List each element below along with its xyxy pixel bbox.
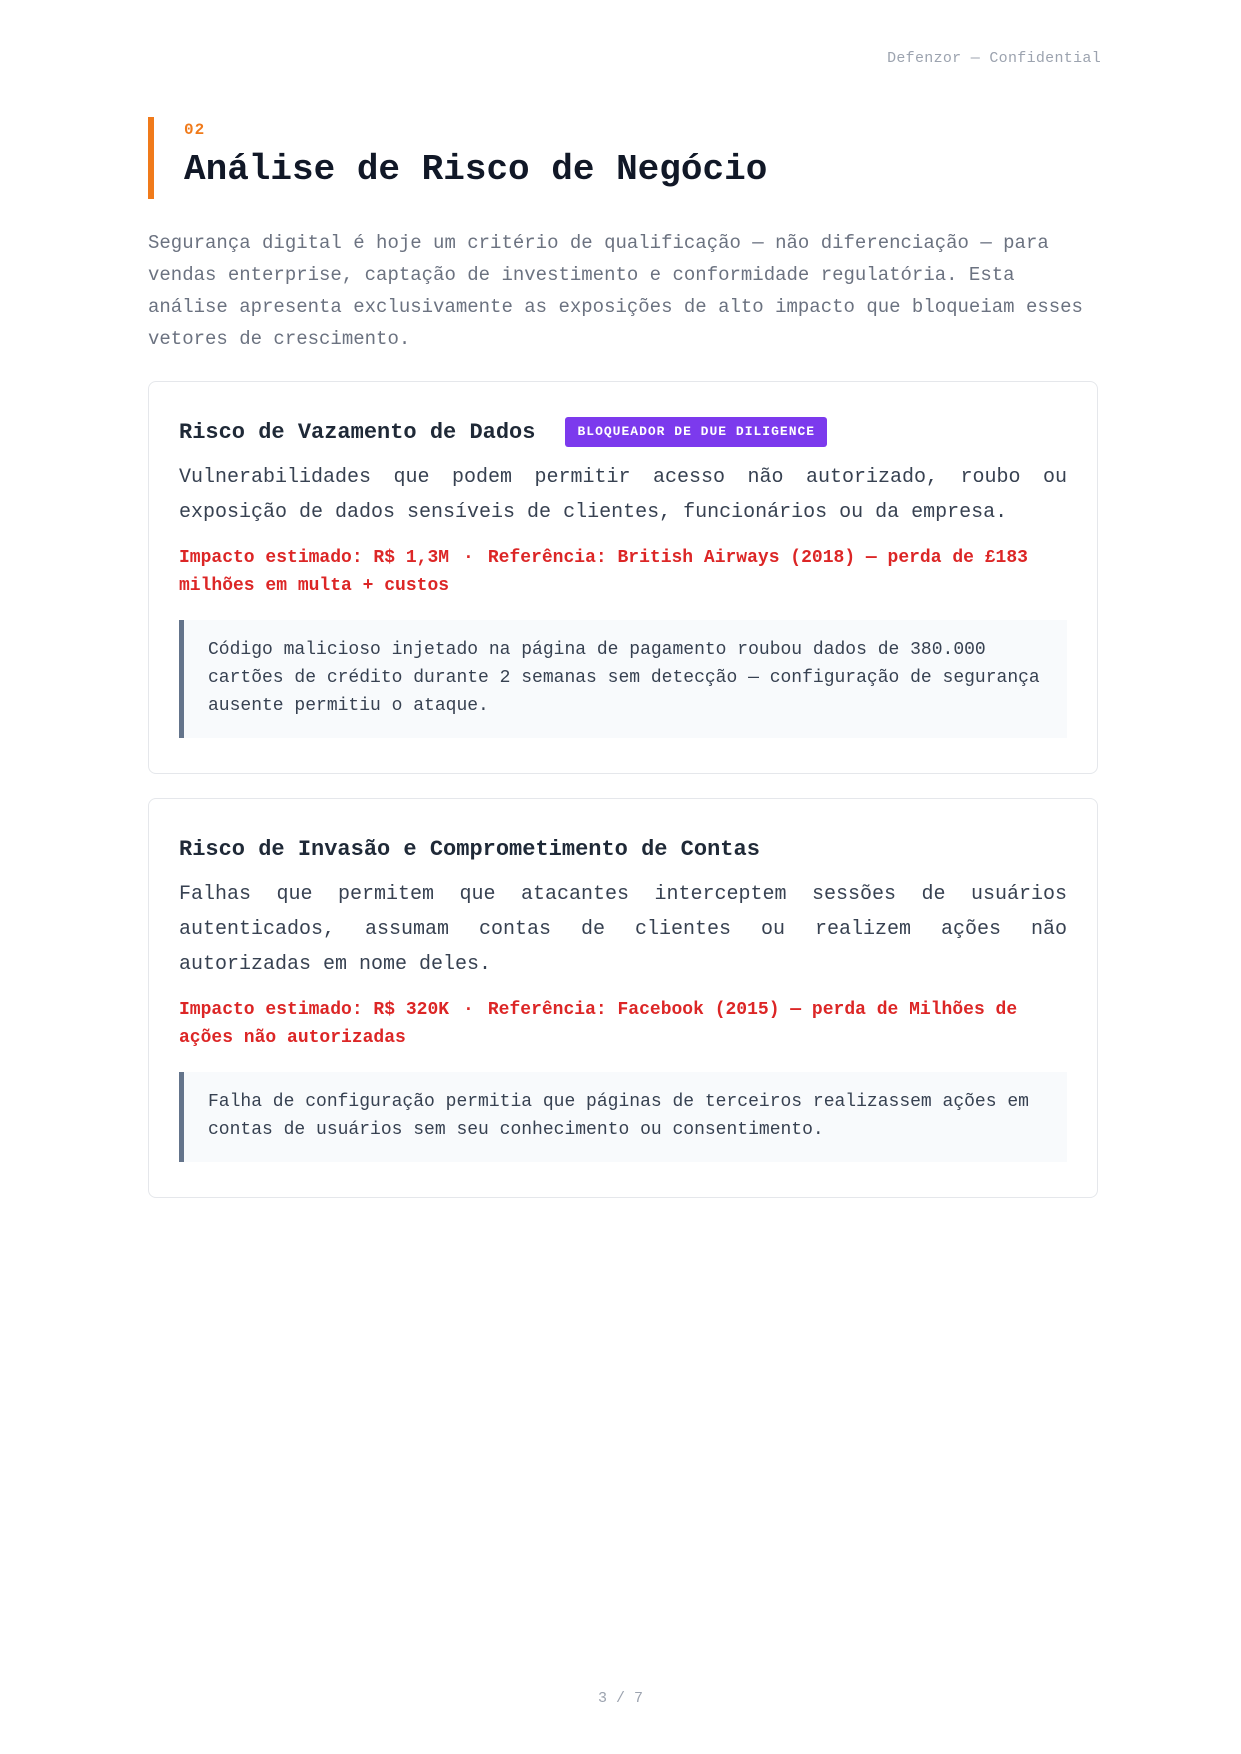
risk-impact bbox=[179, 996, 1067, 1052]
risk-impact bbox=[179, 544, 1067, 600]
risk-card-data-leak bbox=[148, 381, 1098, 774]
risk-description: Falhas que permitem que atacantes interceptem sessões de usuários autenticados, assumam contas de clientes ou realizem ações não autorizadas em nome deles. bbox=[179, 883, 1067, 976]
section-intro: Segurança digital é hoje um critério de qualificação — não diferenciação — para vendas enterprise, captação de investimento e conformidade regulatória. Esta análise apresenta exclusivamente as exposições de alto impacto que bloqueiam esses vetores de crescimento. bbox=[148, 232, 1083, 350]
impact-estimate: Impacto estimado: R$ 320K bbox=[179, 1000, 450, 1020]
section-number: 02 bbox=[184, 121, 206, 139]
case-study-quote: Código malicioso injetado na página de pagamento roubou dados de 380.000 cartões de crédito durante 2 semanas sem detecção — configuração de segurança ausente permitiu o ataque. bbox=[179, 620, 1067, 738]
impact-estimate: Impacto estimado: R$ 1,3M bbox=[179, 548, 450, 568]
section-title: Análise de Risco de Negócio bbox=[184, 149, 768, 190]
risk-description: Vulnerabilidades que podem permitir acesso não autorizado, roubo ou exposição de dados sensíveis de clientes, funcionários ou da empresa. bbox=[179, 466, 1067, 524]
impact-reference: Referência: British Airways (2018) — perda de £183 milhões em multa + custos bbox=[179, 548, 1028, 596]
impact-separator: · bbox=[463, 548, 474, 568]
risk-card-account-takeover bbox=[148, 798, 1098, 1198]
section-heading bbox=[148, 117, 1078, 199]
due-diligence-badge: BLOQUEADOR DE DUE DILIGENCE bbox=[565, 417, 827, 447]
case-study-quote: Falha de configuração permitia que páginas de terceiros realizassem ações em contas de usuários sem seu conhecimento ou consentimento. bbox=[179, 1072, 1067, 1162]
running-header: Defenzor — Confidential bbox=[887, 50, 1101, 67]
risk-title: Risco de Vazamento de Dados bbox=[179, 419, 536, 445]
risk-title: Risco de Invasão e Comprometimento de Contas bbox=[179, 836, 760, 862]
impact-reference: Referência: Facebook (2015) — perda de Milhões de ações não autorizadas bbox=[179, 1000, 1018, 1048]
impact-separator: · bbox=[463, 1000, 474, 1020]
page-number: 3 / 7 bbox=[597, 1690, 643, 1707]
